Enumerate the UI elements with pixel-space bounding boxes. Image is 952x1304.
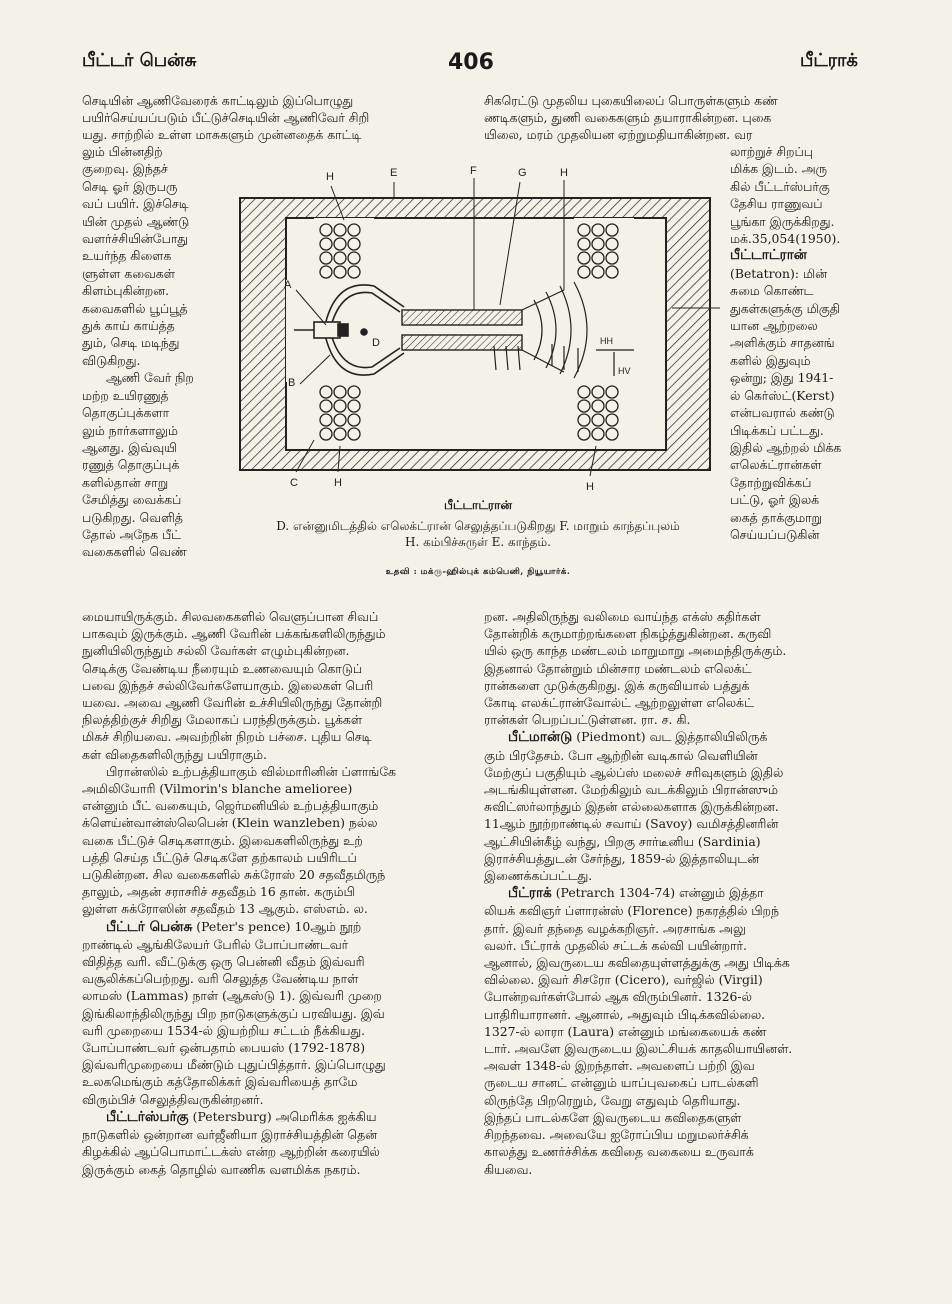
right-narrow-text	[730, 143, 870, 543]
text-line: தொகுப்புக்களா	[82, 405, 170, 421]
entry-peters-pence	[82, 918, 469, 936]
text-line: தும், செடி மடிந்து	[82, 335, 180, 351]
text-line: இருக்கும் கைத் தொழில் வாணிக வளமிக்க நகரம்.	[82, 1161, 361, 1177]
text-line: போப்பாண்டவர் ஒன்பதாம் பையஸ் (1792-1878)	[82, 1040, 366, 1056]
text-line: செடி ஓர் இருபரு	[82, 178, 178, 194]
label-g: G	[518, 167, 527, 179]
text-line: தாலும், அதன் சராசரிச் சதவீதம் 16 தான். கரும்பி	[82, 884, 355, 900]
text-line: சிறந்தவை. அவையே ஐரோப்பிய மறுமலர்ச்சிக்	[484, 1127, 749, 1143]
text-line: குறைவு. இந்தச்	[82, 161, 168, 177]
page-number: 406	[448, 50, 494, 75]
text-line: அளிக்கும் சாதனங்	[730, 335, 835, 351]
betatron-figure	[234, 160, 722, 495]
text-line: மக்.35,054(1950).	[730, 231, 841, 247]
text-line: கியவை.	[484, 1161, 533, 1177]
text-line: சிகரெட்டு முதலிய புகையிலைப் பொருள்களும் கண்	[484, 93, 778, 108]
headword-petersburg: பீட்டர்ஸ்பர்கு	[106, 1108, 189, 1125]
label-b: B	[288, 377, 296, 389]
text-line: யின் முதல் ஆண்டு	[82, 213, 190, 229]
label-h: H	[586, 481, 594, 493]
text-line: வில்லை. இவர் சிசரோ (Cicero), வர்ஜில் (Virgil)	[484, 972, 763, 988]
text-line: பூங்கா இருக்கிறது.	[730, 213, 835, 229]
text-line: வப் பயிர். இச்செடி	[82, 196, 189, 212]
caption-line: H. கம்பிச்சுருள் E. காந்தம்.	[405, 535, 551, 549]
text-line: தேசிய ராணுவப்	[730, 196, 823, 212]
text-line: கிழக்கில் ஆப்பொமாட்டக்ஸ் என்ற ஆற்றின் கரையில்	[82, 1144, 380, 1160]
text-line: 11ஆம் நூற்றாண்டில் சவாய் (Savoy) வமிசத்தினரின்	[484, 816, 779, 832]
text-line: பிரான்ஸில் உற்பத்தியாகும் வில்மாரினின் ப்ளாங்கே	[106, 763, 396, 779]
text-line: விடுகிறது.	[82, 352, 141, 368]
text-line: கிளம்புகின்றன.	[82, 283, 170, 299]
label-h: H	[560, 167, 568, 179]
text-line: ஆணி வேர் நிற	[106, 370, 194, 386]
entry-petersburg	[82, 1108, 469, 1126]
text-line: தார். இவர் தந்தை வழக்கறிஞர். அரசாங்க அலு	[484, 920, 746, 936]
label-hv: HV	[618, 366, 631, 376]
left-narrow-text	[82, 143, 228, 561]
text-line: யான ஆற்றலை	[730, 318, 818, 334]
text-line: உலகமெங்கும் கத்தோலிக்கர் இவ்வரியைத் தாமே	[82, 1074, 358, 1090]
text-line: ளுள்ள கவைகள்	[82, 265, 175, 281]
text-line: (Betatron): மின்	[730, 265, 828, 281]
text-line: சுமை கொண்ட	[730, 283, 814, 299]
figure-title: பீட்டாட்ரான்	[444, 498, 512, 512]
text-line: ஆட்சியின்கீழ் வந்து, பிறகு சார்டீனிய (Sardinia)	[484, 833, 761, 849]
text-line: சேமித்து வைக்கப்	[82, 492, 182, 508]
label-e: E	[390, 167, 398, 179]
right-column-text	[484, 608, 870, 1178]
text-line: கவைகளில் பூப்பூத்	[82, 300, 188, 316]
text-line: லியக் கவிஞர் ப்ளாரன்ஸ் (Florence) நகரத்தில் பிறந்	[484, 903, 779, 919]
top-left-text	[82, 92, 469, 144]
entry-petrarch	[484, 884, 870, 902]
text-line: பட்டு, ஓர் இலக்	[730, 492, 820, 508]
text-line: கும் பிரதேசம். போ ஆற்றின் வடிகால் வெளியின்	[484, 747, 758, 763]
text-line: ல் கெர்ஸ்ட்(Kerst)	[730, 387, 835, 403]
text-line: யிலை, மரம் முதலியன ஏற்றுமதியாகின்றன. வர	[484, 127, 753, 143]
label-f: F	[470, 165, 477, 177]
text-line: யவை. அவை ஆணி வேரின் உச்சியிலிருந்து தோன்றி	[82, 695, 383, 711]
text-line: நிலத்திற்குச் சிறிது மேலாகப் பரந்திருக்கும். பூக்கள்	[82, 712, 363, 728]
text-line: எலெக்ட்ரான்கள்	[730, 457, 822, 473]
text-line: செடிக்கு வேண்டிய நீரையும் உணவையும் கொடுப்	[82, 660, 363, 676]
text-line: உயர்ந்த கிளைக	[82, 248, 172, 264]
text-line: பயிர்செய்யப்படும் பீட்டுச்செடியின் ஆணிவேர் சிறி	[82, 110, 370, 126]
text-line: ருடைய சானட் என்னும் யாப்புவகைப் பாடல்களி	[484, 1075, 759, 1091]
headword-peters-pence: பீட்டர் பென்சு	[106, 918, 193, 935]
text-line: ஒன்று; இது 1941-	[730, 370, 834, 386]
text-line: செய்யப்படுகின்	[730, 526, 820, 542]
running-head-left: பீட்டர் பென்சு	[82, 50, 197, 71]
text-line: என்பவரால் கண்டு	[730, 405, 835, 421]
text-line: தோன்றிக் கருமாற்றங்களை நிகழ்த்துகின்றன. கருவி	[484, 626, 772, 642]
text-line: வசூலிக்கப்பெற்றது. வரி செலுத்த வேண்டிய நாள்	[82, 971, 359, 987]
text-line: நுனியிலிருந்தும் சல்லி வேர்கள் எழும்புகின்றன.	[82, 643, 350, 659]
text-line: களில் இதுவும்	[730, 352, 811, 368]
text-line: டார். அவளே இவருடைய இலட்சியக் காதலியாயினள்.	[484, 1041, 793, 1057]
text-line: ரணுத் தொகுப்புக்	[82, 457, 180, 473]
text-line: ணடிகளும், துணி வகைகளும் தயாராகின்றன. புகை	[484, 110, 772, 126]
text-line: அவள் 1348-ல் இறந்தாள். அவளைப் பற்றி இவ	[484, 1058, 755, 1074]
label-h: H	[334, 477, 342, 489]
text-line: மற்ற உயிரணுத்	[82, 387, 169, 403]
text-line: இதனால் தோன்றும் மின்சார மண்டலம் எலெக்ட்	[484, 660, 752, 676]
text-line: அடங்கியுள்ளன. மேற்கிலும் வடக்கிலும் பிரான்ஸும்	[484, 782, 778, 798]
text-line: வகைகளில் வெண்	[82, 544, 187, 560]
text-line: க்ளெய்ன்வான்ஸ்லெபென் (Klein wanzleben) நல்ல	[82, 815, 378, 831]
text-line: றாண்டில் ஆங்கிலேயர் பேரில் போப்பாண்டவர்	[82, 936, 349, 952]
text-line: சுவிட்ஸர்லாந்தும் இதன் எல்லைகளாக இருக்கின்றன.	[484, 799, 779, 815]
text-line: கள் விதைகளிலிருந்து பயிராகும்.	[82, 746, 267, 762]
headword-petrarch: பீட்ராக்	[508, 885, 552, 902]
text-line: றன. அதிலிருந்து வலிமை வாய்ந்த எக்ஸ் கதிர்கள்	[484, 609, 761, 624]
text-line: இராச்சியத்துடன் சேர்ந்து, 1859-ல் இத்தாலியுடன்	[484, 850, 760, 866]
text-line: படுகின்றன. சில வகைகளில் சுக்ரோஸ் 20 சதவீதமிருந்	[82, 867, 386, 883]
label-hh: HH	[600, 336, 613, 346]
text-line: போன்றவர்கள்போல் ஆக விரும்பினர். 1326-ல்	[484, 989, 752, 1005]
text-line: லும் பின்னதிற்	[82, 144, 163, 159]
betatron-diagram	[234, 160, 722, 495]
text-line: துக் காய் காய்த்த	[82, 318, 175, 334]
text-line: லுள்ள சுக்ரோஸின் சதவீதம் 13 ஆகும். எஸ்எம். ல.	[82, 901, 368, 917]
text-line: லும் நார்களாலும்	[82, 422, 178, 438]
caption-line: D. என்னுமிடத்தில் எலெக்ட்ரான் செலுத்தப்படுகிறது F. மாறும் காந்தப்புலம்	[276, 519, 680, 533]
text-line: ஆனால், இவருடைய கவிதையுள்ளத்துக்கு அது பிடிக்க	[484, 955, 790, 971]
text-line: பாகவும் இருக்கும். ஆணி வேரின் பக்கங்களிலிருந்தும்	[82, 626, 386, 642]
left-column-text	[82, 608, 469, 1178]
text-line: விதித்த வரி. வீட்டுக்கு ஒரு பென்னி வீதம் இவ்வரி	[82, 954, 365, 970]
text-line: தோற்றுவிக்கப்	[730, 474, 812, 490]
text-line: யில் ஒரு காந்த மண்டலம் மாறுமாறு அமைந்திருக்கும்.	[484, 643, 787, 659]
text-line: பிடிக்கப் பட்டது.	[730, 422, 824, 438]
text-line: நாடுகளில் ஒன்றான வர்ஜீனியா இராச்சியத்தின் தென்	[82, 1127, 378, 1143]
text-line: மிக்க இடம். அரு	[730, 161, 828, 177]
entry-piedmont	[484, 728, 870, 746]
text-line: லாற்றுச் சிறப்பு	[730, 144, 813, 159]
text-line: காலத்து உணர்ச்சிக்க கவிதை வகையை உருவாக்	[484, 1144, 754, 1160]
text-line: (Peter's pence) 10ஆம் நூற்	[192, 918, 362, 934]
text-line: துகள்களுக்கு மிகுதி	[730, 300, 840, 316]
text-line: ரான்கள் பெறப்பட்டுள்ளன. ரா. ச. கி.	[484, 712, 691, 728]
text-line: என்னும் பீட் வகையும், ஜெர்மனியில் உற்பத்தியாகும்	[82, 798, 379, 814]
label-c: C	[290, 477, 298, 489]
text-line: வகை பீட்டுச் செடிகளாகும். இவைகளிலிருந்து உற்	[82, 832, 363, 848]
text-line: இவ்வரிமுறையை மீண்டும் புதுப்பித்தார். இப்பொழுது	[82, 1057, 386, 1073]
text-line: விரும்பிச் செலுத்திவருகின்றனர்.	[82, 1091, 264, 1107]
text-line: வரி முறையை 1534-ல் இயற்றிய சட்டம் நீக்கியது.	[82, 1022, 366, 1038]
headword-piedmont: பீட்மான்டு	[508, 729, 573, 746]
figure-caption	[230, 518, 726, 550]
text-line: ஆனது. இவ்வுயி	[82, 439, 177, 455]
text-line: மையாயிருக்கும். சிலவகைகளில் வெளுப்பான சிவப்	[82, 609, 379, 624]
figure-credit: உதவி : மக்ரு-ஹில்புக் கம்பெனி, நியூயார்க்.	[385, 567, 571, 577]
text-line: லாமஸ் (Lammas) நாள் (ஆகஸ்டு 1). இவ்வரி முறை	[82, 988, 382, 1004]
text-line: (Piedmont) வட இத்தாலியிலிருக்	[572, 729, 768, 745]
top-right-text	[484, 92, 870, 144]
text-line: 1327-ல் லாரா (Laura) என்னும் மங்கையைக் கண்	[484, 1023, 767, 1039]
text-line: வளர்ச்சியின்போது	[82, 231, 189, 247]
label-h: H	[326, 171, 334, 183]
text-line: இந்தப் பாடல்களே இவருடைய கவிதைகளுள்	[484, 1109, 742, 1125]
text-line: கோடி எலக்ட்ரான்வோல்ட் ஆற்றலுள்ள எலெக்ட்	[484, 695, 754, 711]
text-line: களில்தான் சாறு	[82, 474, 169, 490]
text-line: கைத் தாக்குமாறு	[730, 509, 822, 525]
text-line: இங்கிலாந்திலிருந்து பிற நாடுகளுக்குப் பரவியது. இவ்	[82, 1005, 385, 1021]
text-line: யது. சாற்றில் உள்ள மாசுகளும் முன்னதைக் காட்டி	[82, 127, 362, 143]
label-d: D	[372, 337, 380, 349]
text-line: மிகச் சிறியவை. அவற்றின் நிறம் பச்சை. புதிய செடி	[82, 729, 372, 745]
text-line: லிருந்தே பிறரெறும், வேறு எதுவும் தெரியாது.	[484, 1092, 741, 1108]
text-line: (Petersburg) அமெரிக்க ஐக்கிய	[188, 1108, 377, 1124]
text-line: வலர். பீட்ராக் முதலில் சட்டக் கல்வி பயின்றார்.	[484, 937, 747, 953]
text-line: இதில் ஆற்றல் மிக்க	[730, 439, 842, 455]
text-line: தோல் அநேக பீட்	[82, 526, 182, 542]
text-line: இணைக்கப்பட்டது.	[484, 868, 593, 884]
text-line: மேற்குப் பகுதியும் ஆல்ப்ஸ் மலைச் சரிவுகளும் இதில்	[484, 764, 784, 780]
text-line: (Petrarch 1304-74) என்னும் இத்தா	[551, 885, 764, 901]
text-line: பவை இந்தச் சல்லிவேர்களேயாகும். இலைகள் பெரி	[82, 677, 374, 693]
headword-betatron: பீட்டாட்ரான்	[730, 247, 807, 264]
text-line: பத்தி செய்த பீட்டுச் செடிகளே தற்காலம் பயிரிடப்	[82, 849, 357, 865]
text-line: அமிலியோரி (Vilmorin's blanche amelioree)	[82, 781, 353, 797]
magnet-frame	[240, 198, 710, 470]
text-line: செடியின் ஆணிவேரைக் காட்டிலும் இப்பொழுது	[82, 93, 354, 108]
text-line: ரான்களை முடுக்குகிறது. இக் கருவியால் பத்துக்	[484, 677, 750, 693]
text-line: படுகிறது. வெளித்	[82, 509, 183, 525]
text-line: பாதிரியாரானர். ஆனால், அதுவும் பிடிக்கவில்லை.	[484, 1006, 766, 1022]
running-head-right: பீட்ராக்	[800, 50, 858, 71]
text-line: கில் பீட்டர்ஸ்பர்கு	[730, 178, 830, 194]
label-a: A	[284, 279, 292, 291]
